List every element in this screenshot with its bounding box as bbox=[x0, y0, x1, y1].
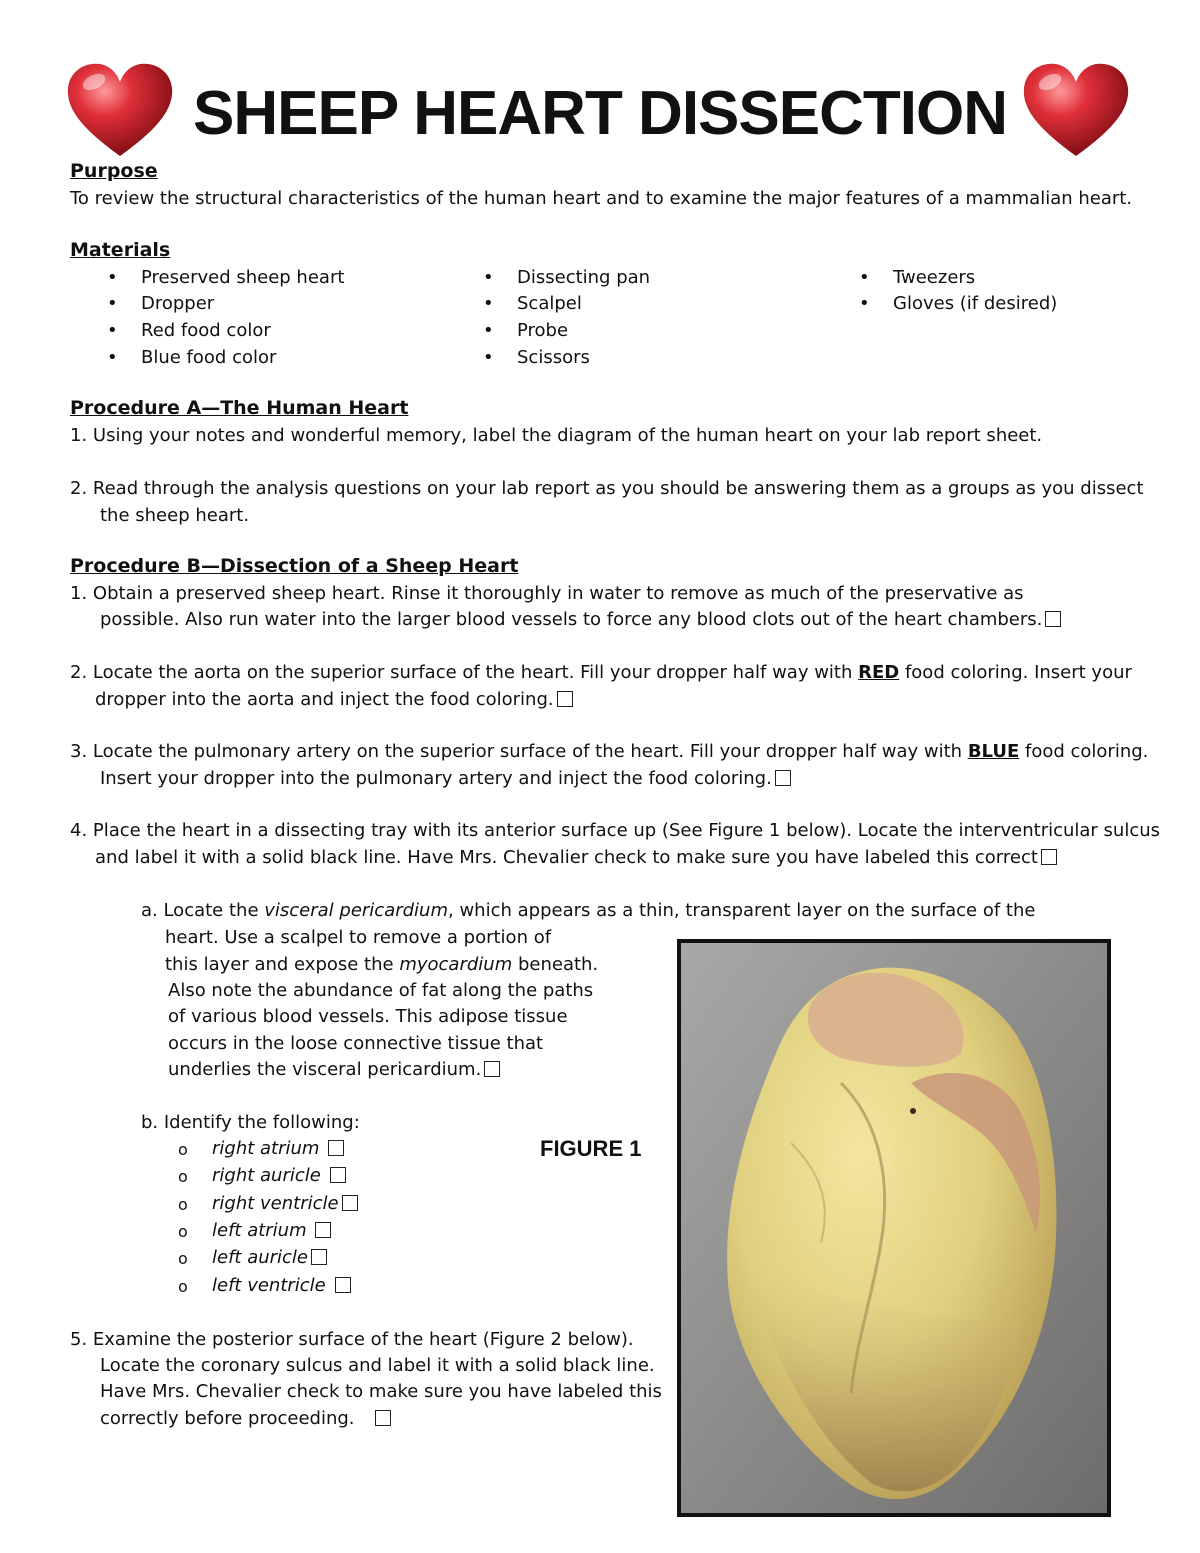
procedure-b-heading: Procedure B—Dissection of a Sheep Heart bbox=[70, 555, 519, 577]
sheep-heart-illustration bbox=[681, 943, 1107, 1513]
procedure-b-step-2-line-2: dropper into the aorta and inject the food coloring. bbox=[95, 689, 573, 710]
checkbox[interactable] bbox=[484, 1061, 500, 1077]
procedure-a-heading: Procedure A—The Human Heart bbox=[70, 397, 409, 419]
procedure-b-step-3-line-1: 3. Locate the pulmonary artery on the superior surface of the heart. Fill your dropper half way with BLUE food coloring. bbox=[70, 741, 1149, 762]
material-item: • Preserved sheep heart bbox=[141, 267, 344, 288]
identify-item: o left atrium bbox=[212, 1220, 331, 1241]
procedure-a-step-2-line-2: the sheep heart. bbox=[100, 505, 250, 526]
material-item: • Dropper bbox=[141, 293, 214, 314]
procedure-a-step-1: 1. Using your notes and wonderful memory, label the diagram of the human heart on your lab report sheet. bbox=[70, 425, 1043, 446]
procedure-b-step-3-line-2: Insert your dropper into the pulmonary artery and inject the food coloring. bbox=[100, 768, 791, 789]
material-item: • Scalpel bbox=[517, 293, 582, 314]
procedure-a-step-2-line-1: 2. Read through the analysis questions on your lab report as you should be answering them as a groups as you dissect bbox=[70, 478, 1144, 499]
materials-heading: Materials bbox=[70, 239, 171, 261]
substep-a-line-7: underlies the visceral pericardium. bbox=[168, 1059, 500, 1080]
procedure-b-step-4-line-1: 4. Place the heart in a dissecting tray with its anterior surface up (See Figure 1 below). Locate the interventricular sulcus bbox=[70, 820, 1161, 841]
procedure-b-step-5-line-4: correctly before proceeding. bbox=[100, 1408, 391, 1429]
page-title: SHEEP HEART DISSECTION bbox=[192, 79, 1007, 148]
checkbox[interactable] bbox=[330, 1167, 346, 1183]
identify-item: o right ventricle bbox=[212, 1193, 358, 1214]
procedure-b-step-4-line-2: and label it with a solid black line. Have Mrs. Chevalier check to make sure you have labeled this correct bbox=[95, 847, 1057, 868]
checkbox[interactable] bbox=[315, 1222, 331, 1238]
substep-b-heading: b. Identify the following: bbox=[141, 1112, 360, 1133]
checkbox[interactable] bbox=[342, 1195, 358, 1211]
checkbox[interactable] bbox=[557, 691, 573, 707]
checkbox[interactable] bbox=[1045, 611, 1061, 627]
checkbox[interactable] bbox=[775, 770, 791, 786]
identify-item: o right atrium bbox=[212, 1138, 344, 1159]
material-item: • Scissors bbox=[517, 347, 590, 368]
procedure-b-step-1-line-1: 1. Obtain a preserved sheep heart. Rinse it thoroughly in water to remove as much of the preservative as bbox=[70, 583, 1024, 604]
material-item: • Gloves (if desired) bbox=[893, 293, 1057, 314]
checkbox[interactable] bbox=[311, 1249, 327, 1265]
checkbox[interactable] bbox=[328, 1140, 344, 1156]
figure-1-label: FIGURE 1 bbox=[540, 1136, 642, 1161]
substep-a-line-4: Also note the abundance of fat along the paths bbox=[168, 980, 594, 1001]
material-item: • Probe bbox=[517, 320, 568, 341]
procedure-b-step-2-line-1: 2. Locate the aorta on the superior surface of the heart. Fill your dropper half way with RED food coloring. Insert your bbox=[70, 662, 1132, 683]
material-item: • Red food color bbox=[141, 320, 271, 341]
checkbox[interactable] bbox=[1041, 849, 1057, 865]
procedure-b-step-5-line-1: 5. Examine the posterior surface of the heart (Figure 2 below). bbox=[70, 1329, 634, 1350]
purpose-heading: Purpose bbox=[70, 160, 158, 182]
substep-a-line-1: a. Locate the visceral pericardium, which appears as a thin, transparent layer on the surface of the bbox=[141, 900, 1036, 921]
procedure-b-step-5-line-3: Have Mrs. Chevalier check to make sure you have labeled this bbox=[100, 1381, 662, 1402]
material-item: • Tweezers bbox=[893, 267, 975, 288]
identify-item: o right auricle bbox=[212, 1165, 346, 1186]
substep-a-line-3: this layer and expose the myocardium beneath. bbox=[165, 954, 599, 975]
substep-a-line-5: of various blood vessels. This adipose tissue bbox=[168, 1006, 568, 1027]
red-emphasis: RED bbox=[858, 662, 900, 683]
identify-item: o left ventricle bbox=[212, 1275, 351, 1296]
material-item: • Blue food color bbox=[141, 347, 276, 368]
checkbox[interactable] bbox=[335, 1277, 351, 1293]
substep-a-line-6: occurs in the loose connective tissue that bbox=[168, 1033, 544, 1054]
identify-item: o left auricle bbox=[212, 1247, 327, 1268]
checkbox[interactable] bbox=[375, 1410, 391, 1426]
purpose-text: To review the structural characteristics of the human heart and to examine the major features of a mammalian heart. bbox=[70, 188, 1133, 209]
procedure-b-step-5-line-2: Locate the coronary sulcus and label it with a solid black line. bbox=[100, 1355, 655, 1376]
sheep-heart-photo bbox=[677, 939, 1111, 1517]
procedure-b-step-1-line-2: possible. Also run water into the larger blood vessels to force any blood clots out of the heart chambers. bbox=[100, 609, 1061, 630]
substep-a-line-2: heart. Use a scalpel to remove a portion of bbox=[165, 927, 552, 948]
material-item: • Dissecting pan bbox=[517, 267, 650, 288]
blue-emphasis: BLUE bbox=[967, 741, 1020, 762]
